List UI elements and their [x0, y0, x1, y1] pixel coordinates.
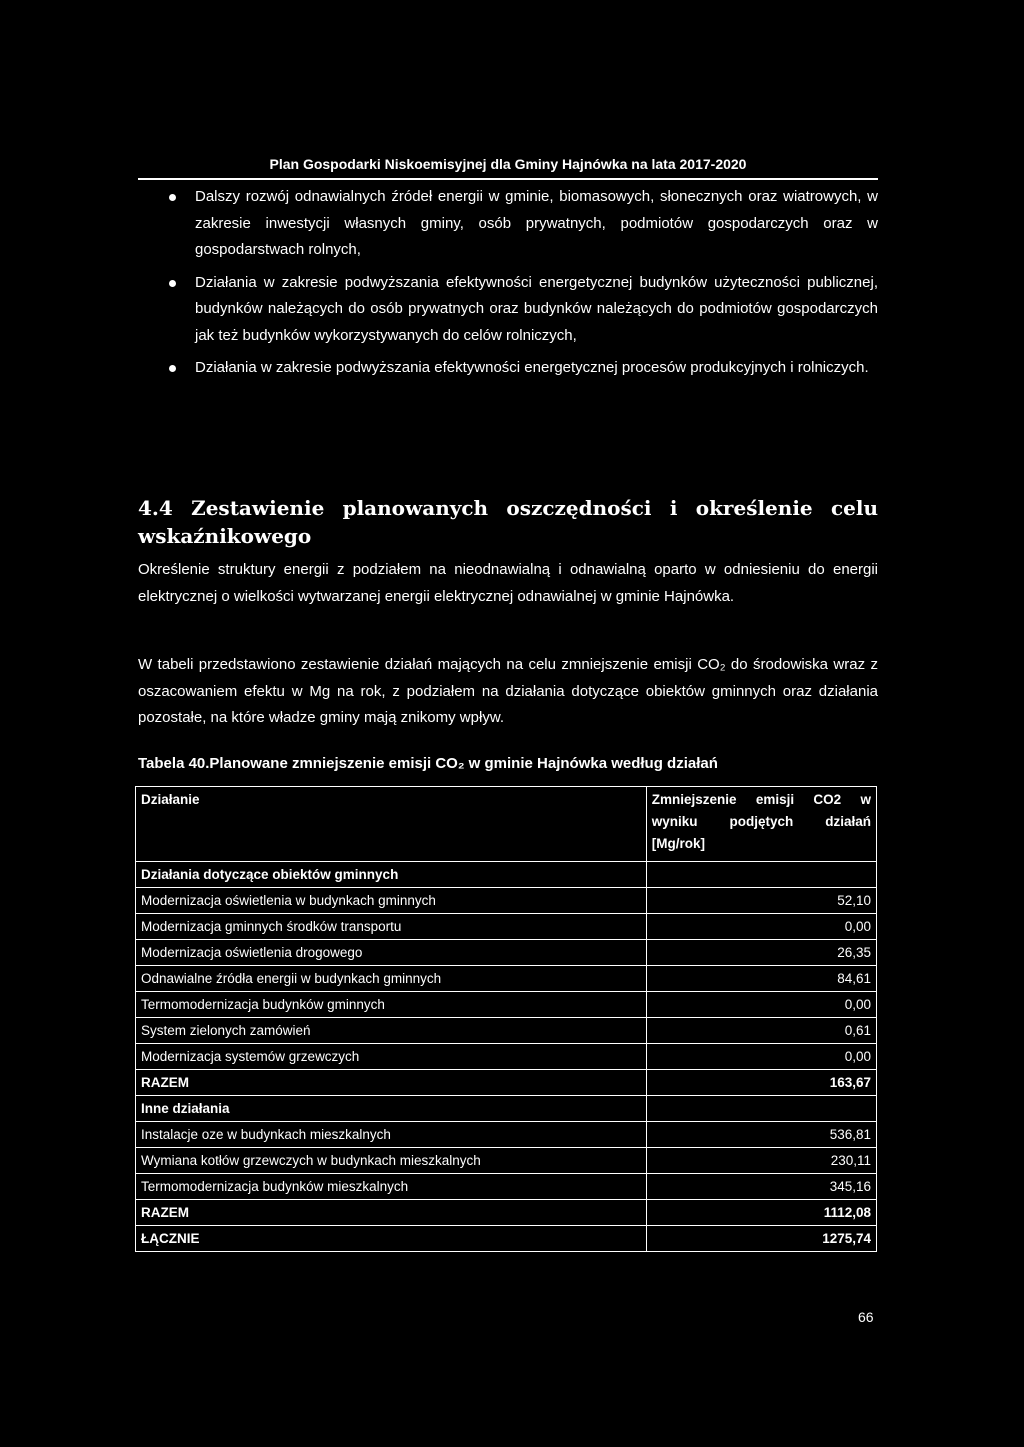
bullet-item: Działania w zakresie podwyższania efektywności energetycznej budynków użyteczności publicznej, budynków należących do osób prywatnych oraz budynków należących do podmiotów gospodarczych jak też budynków wykorzystywanych do celów rolniczych, — [166, 270, 878, 350]
table-row — [136, 914, 877, 940]
row-value: 536,81 — [646, 1122, 876, 1148]
table-row — [136, 1018, 877, 1044]
table-row — [136, 940, 877, 966]
subtotal-row — [136, 1070, 877, 1096]
bullet-item: Działania w zakresie podwyższania efektywności energetycznej procesów produkcyjnych i rolniczych. — [166, 355, 878, 382]
subtotal-label: RAZEM — [136, 1200, 647, 1226]
row-label: Termomodernizacja budynków gminnych — [136, 992, 647, 1018]
subtotal-label: RAZEM — [136, 1070, 647, 1096]
table-header-row — [136, 787, 877, 862]
row-value: 0,61 — [646, 1018, 876, 1044]
bullet-list — [166, 184, 878, 388]
table-row — [136, 966, 877, 992]
row-label: Wymiana kotłów grzewczych w budynkach mieszkalnych — [136, 1148, 647, 1174]
header-reduction: Zmniejszenie emisji CO2 w wyniku podjętych działań [Mg/rok] — [646, 787, 876, 862]
row-value: 230,11 — [646, 1148, 876, 1174]
table-caption: Tabela 40.Planowane zmniejszenie emisji CO₂ w gminie Hajnówka według działań — [138, 755, 718, 772]
table-row — [136, 1122, 877, 1148]
group-other: Inne działania — [136, 1096, 647, 1122]
page-header: Plan Gospodarki Niskoemisyjnej dla Gminy Hajnówka na lata 2017-2020 — [269, 156, 747, 172]
row-value: 0,00 — [646, 992, 876, 1018]
table-row — [136, 992, 877, 1018]
group-municipal: Działania dotyczące obiektów gminnych — [136, 862, 647, 888]
row-value: 345,16 — [646, 1174, 876, 1200]
emissions-table — [135, 786, 877, 1252]
row-value: 52,10 — [646, 888, 876, 914]
row-label: System zielonych zamówień — [136, 1018, 647, 1044]
row-label: Termomodernizacja budynków mieszkalnych — [136, 1174, 647, 1200]
header-divider — [138, 178, 878, 180]
paragraph-structure: Określenie struktury energii z podziałem na nieodnawialną i odnawialną oparto w odniesieniu do energii elektrycznej o wielkości wytwarzanej energii elektrycznej odnawialnej w gminie Hajnówka. — [138, 561, 878, 605]
row-value: 0,00 — [646, 1044, 876, 1070]
grand-total-label: ŁĄCZNIE — [136, 1226, 647, 1252]
subtotal-value: 163,67 — [646, 1070, 876, 1096]
header-action: Działanie — [136, 787, 647, 862]
row-value: 84,61 — [646, 966, 876, 992]
table-row — [136, 1174, 877, 1200]
row-value: 26,35 — [646, 940, 876, 966]
table-row — [136, 888, 877, 914]
grand-total-row — [136, 1226, 877, 1252]
table-row — [136, 1148, 877, 1174]
row-value: 0,00 — [646, 914, 876, 940]
subtotal-value: 1112,08 — [646, 1200, 876, 1226]
row-label: Modernizacja gminnych środków transportu — [136, 914, 647, 940]
group-row — [136, 862, 877, 888]
grand-total-value: 1275,74 — [646, 1226, 876, 1252]
row-label: Instalacje oze w budynkach mieszkalnych — [136, 1122, 647, 1148]
table-row — [136, 1044, 877, 1070]
page-number: 66 — [858, 1309, 874, 1325]
subtotal-row — [136, 1200, 877, 1226]
group-row — [136, 1096, 877, 1122]
row-label: Modernizacja oświetlenia drogowego — [136, 940, 647, 966]
row-label: Odnawialne źródła energii w budynkach gminnych — [136, 966, 647, 992]
row-label: Modernizacja oświetlenia w budynkach gminnych — [136, 888, 647, 914]
paragraph-table-intro: W tabeli przedstawiono zestawienie działań mających na celu zmniejszenie emisji CO₂ do środowiska wraz z oszacowaniem efektu w Mg na rok, z podziałem na działania dotyczące obiektów gminnych oraz działania pozostałe, na które władze gminy mają znikomy wpływ. — [138, 656, 878, 726]
bullet-item: Dalszy rozwój odnawialnych źródeł energii w gminie, biomasowych, słonecznych oraz wiatrowych, w zakresie inwestycji własnych gminy, osób prywatnych, podmiotów gospodarczych oraz w gospodarstwach rolnych, — [166, 184, 878, 264]
section-heading: 4.4 Zestawienie planowanych oszczędności i określenie celu wskaźnikowego — [138, 496, 878, 548]
row-label: Modernizacja systemów grzewczych — [136, 1044, 647, 1070]
